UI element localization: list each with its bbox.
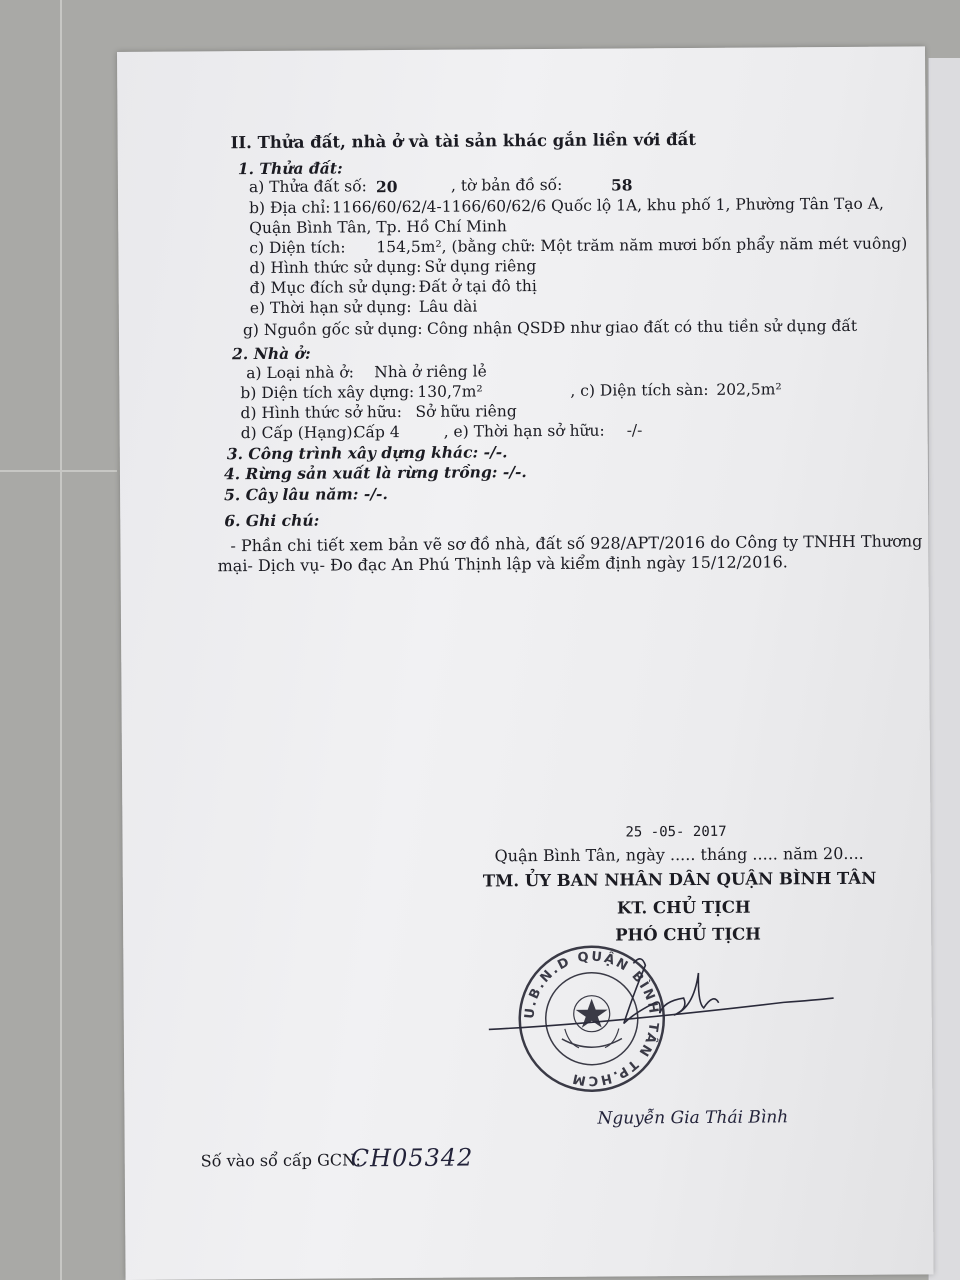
- signer-name: Nguyễn Gia Thái Bình: [597, 1107, 789, 1129]
- land-sheet-label: , tờ bản đồ số:: [450, 175, 563, 195]
- land-purpose-label: đ) Mục đích sử dụng:: [249, 277, 417, 298]
- section-title: II. Thửa đất, nhà ở và tài sản khác gắn liền với đất: [230, 129, 697, 153]
- perennial-trees: 5. Cây lâu năm: -/-.: [224, 484, 388, 505]
- certificate-page: [117, 46, 934, 1280]
- house-build-area-value: 130,7m²: [417, 382, 483, 401]
- land-area-label: c) Diện tích:: [249, 238, 346, 258]
- production-forest: 4. Rừng sản xuất là rừng trồng: -/-.: [223, 462, 527, 484]
- issuing-organization: TM. ỦY BAN NHÂN DÂN QUẬN BÌNH TÂN: [482, 868, 877, 891]
- adjacent-page: [928, 58, 960, 1280]
- svg-text:U.B.N.D QUẬN BÌNH TÂN TP.HCM: U.B.N.D QUẬN BÌNH TÂN TP.HCM: [522, 949, 661, 1088]
- land-area-value: 154,5m², (bằng chữ: Một trăm năm mươi bốn phẩy năm mét vuông): [376, 234, 908, 257]
- house-term-value: -/-: [626, 421, 643, 440]
- house-build-area-label: b) Diện tích xây dựng:: [240, 382, 415, 403]
- house-level-label: d) Cấp (Hạng):: [240, 423, 358, 443]
- house-heading: 2. Nhà ở:: [232, 343, 311, 364]
- house-type-label: a) Loại nhà ở:: [246, 363, 354, 383]
- land-use-form-value: Sử dụng riêng: [424, 257, 537, 276]
- house-term-label: , e) Thời hạn sở hữu:: [443, 421, 605, 441]
- notes-heading: 6. Ghi chú:: [224, 510, 320, 531]
- land-address-line-2: Quận Bình Tân, Tp. Hồ Chí Minh: [249, 217, 507, 238]
- floor-seam-h: [0, 470, 117, 472]
- signature-scribble-icon: [483, 952, 864, 1045]
- house-type-value: Nhà ở riêng lẻ: [374, 362, 487, 382]
- floor-seam-v: [60, 0, 62, 1280]
- land-address-label: b) Địa chỉ:: [249, 198, 331, 218]
- land-term-label: e) Thời hạn sử dụng:: [249, 297, 412, 318]
- land-parcel-label: a) Thửa đất số:: [248, 177, 367, 197]
- notes-line-2: mại- Dịch vụ- Đo đạc An Phú Thịnh lập và kiểm định ngày 15/12/2016.: [217, 552, 788, 576]
- house-level-value: Cấp 4: [353, 423, 400, 442]
- stamped-date: 25 -05- 2017: [625, 823, 727, 841]
- notes-line-1: - Phần chi tiết xem bản vẽ sơ đồ nhà, đất số 928/APT/2016 do Công ty TNHH Thương: [230, 531, 923, 556]
- land-origin-value: Công nhận QSDĐ như giao đất có thu tiền sử dụng đất: [426, 316, 858, 338]
- land-term-value: Lâu dài: [418, 297, 478, 316]
- land-purpose-value: Đất ở tại đô thị: [418, 277, 537, 296]
- signer-role-1: KT. CHỦ TỊCH: [616, 897, 751, 918]
- house-floor-area-value: 202,5m²: [716, 380, 782, 399]
- place-and-date: Quận Bình Tân, ngày ..... tháng ..... năm 20....: [494, 843, 864, 866]
- land-heading: 1. Thửa đất:: [237, 158, 343, 179]
- other-works: 3. Công trình xây dựng khác: -/-.: [226, 442, 508, 464]
- house-ownership-value: Sở hữu riêng: [415, 402, 517, 421]
- land-address-line-1: 1166/60/62/4-1166/60/62/6 Quốc lộ 1A, khu phố 1, Phường Tân Tạo A,: [332, 194, 884, 217]
- register-label: Số vào sổ cấp GCN:: [200, 1150, 361, 1171]
- land-sheet-number: 58: [610, 175, 633, 195]
- land-parcel-number: 20: [375, 177, 398, 197]
- house-floor-area-label: , c) Diện tích sàn:: [570, 380, 709, 400]
- land-origin-label: g) Nguồn gốc sử dụng:: [242, 319, 423, 340]
- land-use-form-label: d) Hình thức sử dụng:: [249, 257, 422, 278]
- register-number: CH05342: [350, 1143, 474, 1173]
- signer-role-2: PHÓ CHỦ TỊCH: [615, 924, 761, 945]
- house-ownership-label: d) Hình thức sở hữu:: [240, 403, 403, 423]
